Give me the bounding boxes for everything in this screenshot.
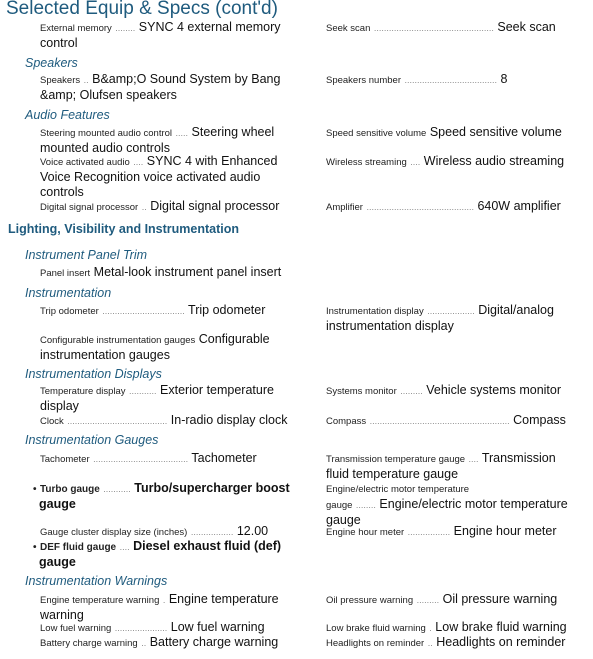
spec-label: Seek scan xyxy=(326,23,371,34)
spec-seek-scan xyxy=(326,20,576,36)
subsection-instrumentation-displays: Instrumentation Displays xyxy=(25,367,162,381)
spec-label: External memory xyxy=(40,23,112,34)
leader-dots: ................. xyxy=(190,527,234,537)
leader-dots: . xyxy=(429,623,432,633)
spec-value: Engine/electric motor temperature xyxy=(379,497,568,511)
spec-value: Tachometer xyxy=(191,451,257,465)
subsection-instrumentation-warnings: Instrumentation Warnings xyxy=(25,574,168,588)
leader-dots: ........ xyxy=(355,500,376,510)
spec-engine-motor-temp xyxy=(326,481,588,528)
leader-dots: .... xyxy=(410,157,421,167)
spec-label: Temperature display xyxy=(40,386,126,397)
spec-systems-monitor xyxy=(326,383,588,399)
spec-label: Engine temperature warning xyxy=(40,595,160,606)
leader-dots: ...................................... xyxy=(93,454,189,464)
spec-tachometer xyxy=(40,451,295,467)
spec-battery-charge xyxy=(40,635,300,651)
spec-label: Panel insert xyxy=(40,268,91,279)
spec-label: Instrumentation display xyxy=(326,306,424,317)
spec-value-cont: gauge xyxy=(39,497,76,511)
leader-dots: ......... xyxy=(416,595,440,605)
spec-value: Low fuel warning xyxy=(170,620,265,634)
leader-dots: ................... xyxy=(427,306,475,316)
spec-value: Exterior temperature xyxy=(160,383,274,397)
spec-speed-volume xyxy=(326,125,588,141)
leader-dots: .... xyxy=(468,454,479,464)
spec-label: Turbo gauge xyxy=(40,484,100,495)
section-lighting: Lighting, Visibility and Instrumentation xyxy=(8,222,240,236)
spec-value: Trip odometer xyxy=(188,303,266,317)
spec-value-cont: fluid temperature gauge xyxy=(326,467,459,481)
spec-label: Low fuel warning xyxy=(40,623,112,634)
spec-value: B&amp;O Sound System by Bang xyxy=(92,72,281,86)
spec-speakers-number xyxy=(326,72,576,88)
leader-dots: ........................................................ xyxy=(369,416,510,426)
spec-configurable-gauges xyxy=(40,332,300,363)
spec-label: Headlights on reminder xyxy=(326,638,425,649)
spec-amplifier xyxy=(326,199,576,215)
leader-dots: ................................................ xyxy=(373,23,494,33)
spec-label: Configurable instrumentation gauges xyxy=(40,335,196,346)
spec-label: Digital signal processor xyxy=(40,202,139,213)
spec-voice-audio xyxy=(40,154,300,200)
leader-dots: ........ xyxy=(115,23,136,33)
spec-clock xyxy=(40,413,300,429)
spec-turbo-gauge xyxy=(33,481,295,512)
spec-value: Oil pressure warning xyxy=(442,592,558,606)
spec-value: Steering wheel xyxy=(191,125,275,139)
spec-value: Diesel exhaust fluid (def) xyxy=(133,539,282,553)
spec-compass xyxy=(326,413,588,429)
spec-label: Transmission temperature gauge xyxy=(326,454,466,465)
spec-label: Compass xyxy=(326,416,367,427)
spec-value: Digital/analog xyxy=(478,303,554,317)
spec-value: SYNC 4 with Enhanced xyxy=(146,154,278,168)
leader-dots: ........................................... xyxy=(366,202,474,212)
spec-value: Low brake fluid warning xyxy=(435,620,567,634)
spec-low-brake-fluid xyxy=(326,620,588,636)
spec-value-cont: controls xyxy=(40,185,84,199)
spec-oil-pressure xyxy=(326,592,588,608)
leader-dots: ................................. xyxy=(102,306,185,316)
spec-wireless-streaming xyxy=(326,154,588,170)
spec-value: SYNC 4 external memory xyxy=(138,20,281,34)
spec-value-cont: gauge xyxy=(39,555,76,569)
spec-label: DEF fluid gauge xyxy=(40,542,117,553)
spec-label: Tachometer xyxy=(40,454,90,465)
leader-dots: ..... xyxy=(175,128,189,138)
spec-external-memory xyxy=(40,20,290,51)
leader-dots: .. xyxy=(427,638,433,648)
spec-value: Turbo/supercharger boost xyxy=(134,481,290,495)
leader-dots: .... xyxy=(119,542,130,552)
spec-value: 12.00 xyxy=(236,524,269,538)
leader-dots: . xyxy=(162,595,166,605)
spec-value-cont: &amp; Olufsen speakers xyxy=(40,88,177,102)
spec-value: Headlights on reminder xyxy=(436,635,566,649)
spec-value-cont: Voice Recognition voice activated audio xyxy=(40,170,261,184)
spec-instrumentation-display xyxy=(326,303,576,334)
spec-value-cont: gauge xyxy=(326,513,361,527)
spec-label: Engine hour meter xyxy=(326,527,405,538)
leader-dots: ........................................ xyxy=(67,416,168,426)
spec-label: Speed sensitive volume xyxy=(326,128,427,139)
spec-value: Engine hour meter xyxy=(453,524,557,538)
spec-label: Gauge cluster display size (inches) xyxy=(40,527,188,538)
spec-temperature-display xyxy=(40,383,295,414)
spec-label: Systems monitor xyxy=(326,386,397,397)
leader-dots: ........... xyxy=(129,386,157,396)
page-title: Selected Equip & Specs (cont'd) xyxy=(6,0,278,19)
spec-value: Speed sensitive volume xyxy=(429,125,562,139)
leader-dots: ..................... xyxy=(114,623,168,633)
spec-value: Battery charge warning xyxy=(149,635,279,649)
spec-value: Digital signal processor xyxy=(150,199,280,213)
leader-dots: ......... xyxy=(400,386,423,396)
spec-panel-insert xyxy=(40,265,300,281)
spec-speakers xyxy=(40,72,295,103)
spec-dsp xyxy=(40,199,300,215)
leader-dots: ..................................... xyxy=(404,75,497,85)
spec-value-cont: warning xyxy=(40,608,84,622)
spec-value: Metal-look instrument panel insert xyxy=(93,265,282,279)
subsection-instrumentation-gauges: Instrumentation Gauges xyxy=(25,433,159,447)
spec-label: Oil pressure warning xyxy=(326,595,414,606)
spec-engine-hour-meter xyxy=(326,524,588,540)
spec-label: Speakers xyxy=(40,75,81,86)
spec-value: 8 xyxy=(500,72,508,86)
spec-value: Transmission xyxy=(481,451,556,465)
subsection-instrumentation: Instrumentation xyxy=(25,286,112,300)
spec-cluster-size xyxy=(40,524,300,540)
spec-value: Compass xyxy=(513,413,566,427)
spec-trip-odometer xyxy=(40,303,290,319)
spec-value-cont: mounted audio controls xyxy=(40,141,170,155)
spec-value-cont: instrumentation display xyxy=(326,319,454,333)
spec-label: Voice activated audio xyxy=(40,157,130,168)
spec-transmission-temp xyxy=(326,451,588,482)
leader-dots: .. xyxy=(83,75,89,85)
spec-value: 640W amplifier xyxy=(477,199,561,213)
subsection-audio-features: Audio Features xyxy=(25,108,110,122)
spec-value: Engine temperature xyxy=(168,592,279,606)
spec-value-cont: control xyxy=(40,36,78,50)
spec-label: Amplifier xyxy=(326,202,363,213)
leader-dots: .. xyxy=(141,202,147,212)
spec-low-fuel xyxy=(40,620,300,636)
spec-label: Steering mounted audio control xyxy=(40,128,173,139)
leader-dots: .. xyxy=(141,638,147,648)
leader-dots: .... xyxy=(133,157,144,167)
spec-value-cont: instrumentation gauges xyxy=(40,348,170,362)
spec-label-cont: gauge xyxy=(326,500,353,511)
spec-value: Configurable xyxy=(198,332,270,346)
spec-label: Engine/electric motor temperature xyxy=(326,484,470,495)
spec-def-gauge xyxy=(33,539,295,570)
spec-value: Vehicle systems monitor xyxy=(426,383,562,397)
spec-value: In-radio display clock xyxy=(170,413,288,427)
spec-label: Low brake fluid warning xyxy=(326,623,426,634)
spec-label: Trip odometer xyxy=(40,306,99,317)
subsection-instrument-panel-trim: Instrument Panel Trim xyxy=(25,248,148,262)
spec-value: Seek scan xyxy=(497,20,556,34)
leader-dots: ........... xyxy=(103,484,131,494)
spec-label: Wireless streaming xyxy=(326,157,407,168)
spec-value-cont: display xyxy=(40,399,79,413)
spec-label: Battery charge warning xyxy=(40,638,138,649)
subsection-speakers: Speakers xyxy=(25,56,78,70)
spec-label: Clock xyxy=(40,416,64,427)
leader-dots: ................. xyxy=(407,527,451,537)
bullet-icon: • xyxy=(33,484,37,495)
bullet-icon: • xyxy=(33,542,37,553)
spec-value: Wireless audio streaming xyxy=(423,154,565,168)
spec-steering-audio xyxy=(40,125,295,156)
spec-headlights-reminder xyxy=(326,635,588,651)
spec-engine-temp-warning xyxy=(40,592,300,623)
spec-label: Speakers number xyxy=(326,75,401,86)
